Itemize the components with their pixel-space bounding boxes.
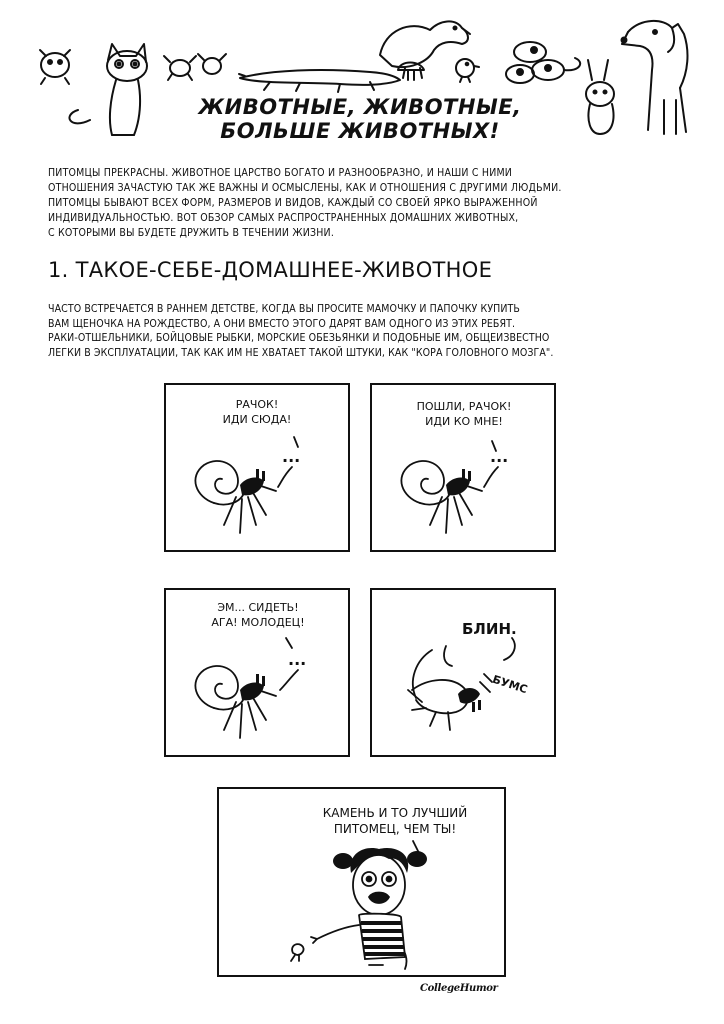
rabbit-doodle-icon (586, 60, 614, 134)
chick-doodle-icon (456, 59, 479, 82)
speech-bubble (402, 399, 526, 429)
comic-panel-2 (370, 383, 556, 552)
speech-bubble (305, 805, 485, 837)
intro-line: ОТНОШЕНИЯ ЗАЧАСТУЮ ТАК ЖЕ ВАЖНЫ И ОСМЫСЛЕНЫ, КАК И ОТНОШЕНИЯ С ДРУГИМИ ЛЮДЬМИ. (48, 182, 562, 194)
title-line-2: БОЛЬШЕ ЖИВОТНЫХ! (220, 119, 500, 143)
speech-line: ПОШЛИ, РАЧОК! (416, 400, 512, 413)
section-line: РАКИ-ОТШЕЛЬНИКИ, БОЙЦОВЫЕ РЫБКИ, МОРСКИЕ ОБЕЗЬЯНКИ И ПОДОБНЫЕ ИМ, ОБЩЕИЗВЕСТНО (48, 332, 550, 344)
crab-speech-bubble: ... (490, 447, 509, 466)
section-paragraph (48, 302, 688, 360)
speech-line: ИДИ СЮДА! (222, 413, 292, 426)
intro-line: ПИТОМЦЫ БЫВАЮТ ВСЕХ ФОРМ, РАЗМЕРОВ И ВИДОВ, КАЖДЫЙ СО СВОЕЙ ЯРКО ВЫРАЖЕННОЙ (48, 197, 538, 209)
fallen-crab-drawing (372, 590, 554, 755)
sound-effect-text: БУМС (490, 672, 530, 697)
mouse-doodle-icon (40, 50, 70, 84)
publisher-credit: CollegeHumor (420, 983, 498, 994)
beetle-doodle-icon (164, 54, 226, 80)
comic-panel-1 (164, 383, 350, 552)
speech-line: КАМЕНЬ И ТО ЛУЧШИЙ (322, 806, 468, 820)
speech-line: ИДИ КО МНЕ! (425, 415, 503, 428)
speech-line: АГА! МОЛОДЕЦ! (211, 616, 305, 629)
intro-line: ИНДИВИДУАЛЬНОСТЬЮ. ВОТ ОБЗОР САМЫХ РАСПРОСТРАНЕННЫХ ДОМАШНИХ ЖИВОТНЫХ, (48, 212, 519, 224)
comic-panel-5 (217, 787, 506, 977)
page-title (150, 95, 570, 143)
intro-line: ПИТОМЦЫ ПРЕКРАСНЫ. ЖИВОТНОЕ ЦАРСТВО БОГАТО И РАЗНООБРАЗНО, И НАШИ С НИМИ (48, 167, 513, 179)
title-line-1: ЖИВОТНЫЕ, ЖИВОТНЫЕ, (198, 95, 522, 119)
speech-text: БЛИН. (462, 620, 517, 638)
comic-panel-3 (164, 588, 350, 757)
intro-line: С КОТОРЫМИ ВЫ БУДЕТЕ ДРУЖИТЬ В ТЕЧЕНИИ ЖИЗНИ. (48, 227, 335, 239)
dog-doodle-icon (622, 21, 688, 134)
speech-line: ЭМ... СИДЕТЬ! (217, 601, 299, 614)
intro-paragraph (48, 166, 678, 241)
speech-bubble-tail (294, 437, 298, 447)
shell-spiral (195, 461, 238, 503)
crab-speech-bubble: ... (282, 447, 301, 466)
speech-bubble (202, 397, 312, 427)
section-line: ЧАСТО ВСТРЕЧАЕТСЯ В РАННЕМ ДЕТСТВЕ, КОГДА ВЫ ПРОСИТЕ МАМОЧКУ И ПАПОЧКУ КУПИТЬ (48, 303, 520, 315)
mice-doodle-icon (506, 42, 580, 83)
section-line: ЛЕГКИ В ЭКСПЛУАТАЦИИ, ТАК КАК ИМ НЕ ХВАТАЕТ ТАКОЙ ШТУКИ, КАК "КОРА ГОЛОВНОГО МОЗГА". (48, 346, 554, 359)
lizard-doodle-icon (239, 70, 400, 92)
crab-speech-bubble: ... (288, 650, 307, 669)
speech-line: ПИТОМЕЦ, ЧЕМ ТЫ! (333, 822, 457, 836)
speech-line: РАЧОК! (235, 398, 279, 411)
comic-panel-4 (370, 588, 556, 757)
cat-doodle-icon (69, 44, 147, 135)
speech-bubble (196, 600, 320, 630)
crab-speech-tail (278, 467, 292, 487)
section-line: ВАМ ЩЕНОЧКА НА РОЖДЕСТВО, А ОНИ ВМЕСТО ЭТОГО ДАРЯТ ВАМ ОДНОГО ИЗ ЭТИХ РЕБЯТ. (48, 317, 516, 330)
section-heading: 1. ТАКОЕ-СЕБЕ-ДОМАШНЕЕ-ЖИВОТНОЕ (48, 258, 493, 282)
